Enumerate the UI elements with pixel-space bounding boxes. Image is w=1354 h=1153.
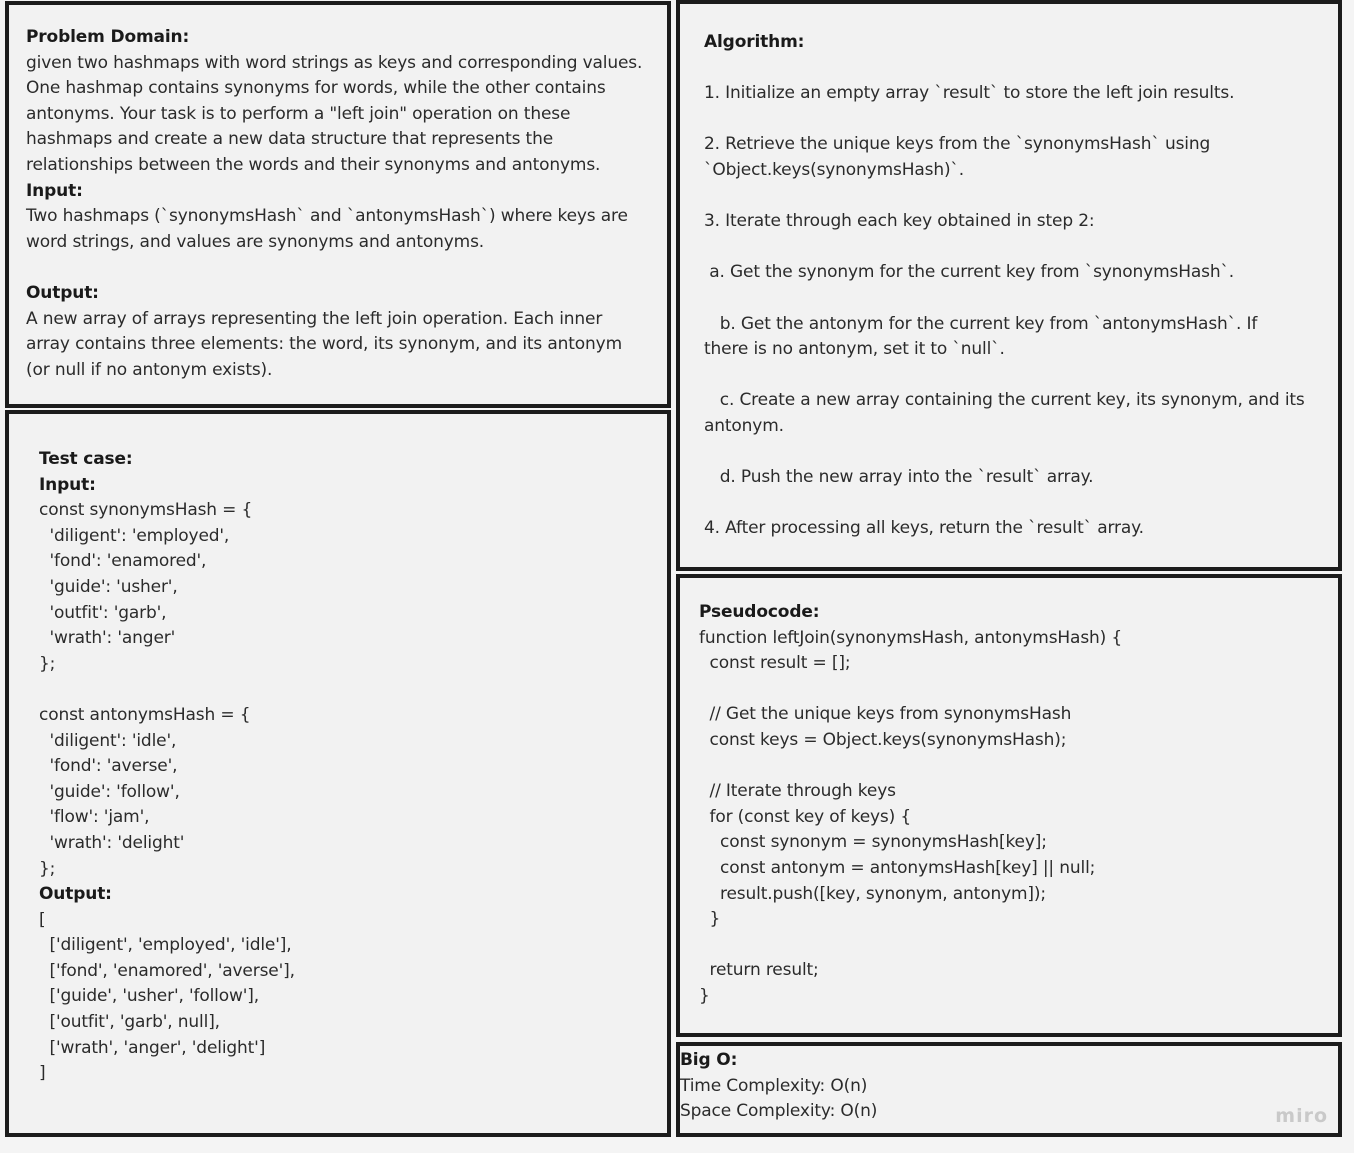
text-line	[704, 440, 1305, 466]
text-line	[704, 363, 1305, 389]
text-line: Space Complexity: O(n)	[680, 1101, 878, 1122]
text-line	[704, 286, 1305, 312]
text-line: [	[39, 909, 46, 930]
test-case-card[interactable]	[5, 410, 671, 1137]
text-line	[704, 56, 1305, 82]
text-line: const synonym = synonymsHash[key];	[699, 832, 1047, 853]
algorithm-text	[704, 30, 1305, 542]
text-line: }	[699, 985, 710, 1006]
text-line	[699, 933, 1122, 959]
text-line: given two hashmaps with word strings as keys and corresponding values.	[26, 52, 643, 73]
text-line: ]	[39, 1063, 46, 1084]
text-line: ['guide', 'usher', 'follow'],	[39, 986, 260, 1007]
text-line: 2. Retrieve the unique keys from the `synonymsHash` using	[704, 134, 1211, 155]
test-case-text	[39, 447, 295, 1087]
text-line: 1. Initialize an empty array `result` to store the left join results.	[704, 83, 1235, 104]
text-line: // Iterate through keys	[699, 781, 896, 802]
text-line	[704, 184, 1305, 210]
miro-watermark-logo: miro	[1275, 1105, 1328, 1127]
text-line: 'guide': 'follow',	[39, 781, 180, 802]
text-line: for (const key of keys) {	[699, 806, 912, 827]
text-line: const synonymsHash = {	[39, 500, 253, 521]
text-line: 4. After processing all keys, return the `result` array.	[704, 518, 1144, 539]
pseudocode-text	[699, 600, 1122, 1010]
section-heading: Test case:	[39, 449, 133, 469]
text-line: 'diligent': 'employed',	[39, 525, 230, 546]
text-line	[39, 677, 295, 703]
text-line: ['outfit', 'garb', null],	[39, 1012, 220, 1033]
text-line: 'flow': 'jam',	[39, 807, 150, 828]
text-line: const antonymsHash = {	[39, 704, 251, 725]
text-line: d. Push the new array into the `result` array.	[704, 467, 1094, 488]
problem-domain-text	[26, 25, 642, 383]
text-line: 'diligent': 'idle',	[39, 730, 177, 751]
text-line: // Get the unique keys from synonymsHash	[699, 704, 1072, 725]
text-line: Two hashmaps (`synonymsHash` and `antonymsHash`) where keys are	[26, 206, 628, 227]
big-o-card[interactable]	[676, 1042, 1342, 1137]
text-line: const result = [];	[699, 653, 851, 674]
text-line: 'wrath': 'anger'	[39, 628, 176, 649]
section-heading: Input:	[26, 180, 83, 201]
text-line: ['fond', 'enamored', 'averse'],	[39, 960, 295, 981]
text-line: word strings, and values are synonyms and antonyms.	[26, 231, 485, 252]
text-line	[704, 491, 1305, 517]
text-line: (or null if no antonym exists).	[26, 359, 273, 380]
text-line: ['diligent', 'employed', 'idle'],	[39, 935, 292, 956]
text-line: return result;	[699, 960, 819, 981]
text-line: };	[39, 858, 56, 879]
section-heading: Problem Domain:	[26, 27, 190, 47]
section-heading: Output:	[39, 884, 112, 905]
text-line	[704, 107, 1305, 133]
section-heading: Pseudocode:	[699, 602, 820, 622]
text-line: antonym.	[704, 415, 784, 436]
text-line: `Object.keys(synonymsHash)`.	[704, 159, 965, 180]
text-line	[26, 255, 642, 281]
text-line: }	[699, 909, 721, 930]
text-line: 'outfit': 'garb',	[39, 602, 167, 623]
text-line: 3. Iterate through each key obtained in step 2:	[704, 211, 1095, 232]
text-line: 'wrath': 'delight'	[39, 832, 185, 853]
text-line: 'guide': 'usher',	[39, 576, 178, 597]
text-line: };	[39, 653, 56, 674]
text-line: 'fond': 'enamored',	[39, 551, 207, 572]
text-line: const antonym = antonymsHash[key] || null;	[699, 857, 1096, 878]
pseudocode-card[interactable]	[676, 574, 1342, 1037]
text-line	[704, 235, 1305, 261]
text-line: result.push([key, synonym, antonym]);	[699, 883, 1046, 904]
text-line: A new array of arrays representing the left join operation. Each inner	[26, 308, 603, 329]
text-line: ['wrath', 'anger', 'delight']	[39, 1037, 266, 1058]
text-line	[699, 677, 1122, 703]
text-line: there is no antonym, set it to `null`.	[704, 339, 1005, 360]
section-heading: Big O:	[680, 1050, 738, 1070]
big-o-text	[680, 1048, 877, 1125]
algorithm-card[interactable]	[676, 0, 1342, 571]
section-heading: Output:	[26, 282, 99, 303]
text-line: One hashmap contains synonyms for words, while the other contains	[26, 78, 606, 99]
text-line: a. Get the synonym for the current key from `synonymsHash`.	[704, 262, 1235, 283]
text-line: hashmaps and create a new data structure that represents the	[26, 129, 553, 150]
section-heading: Input:	[39, 474, 96, 495]
text-line: const keys = Object.keys(synonymsHash);	[699, 729, 1067, 750]
text-line: relationships between the words and their synonyms and antonyms.	[26, 154, 601, 175]
text-line: c. Create a new array containing the current key, its synonym, and its	[704, 390, 1305, 411]
text-line: 'fond': 'averse',	[39, 756, 178, 777]
text-line: antonyms. Your task is to perform a "left join" operation on these	[26, 103, 571, 124]
problem-domain-card[interactable]	[5, 1, 671, 408]
text-line: Time Complexity: O(n)	[680, 1075, 868, 1096]
text-line: b. Get the antonym for the current key from `antonymsHash`. If	[704, 313, 1258, 334]
section-heading: Algorithm:	[704, 32, 805, 52]
text-line: function leftJoin(synonymsHash, antonymsHash) {	[699, 627, 1123, 648]
text-line: array contains three elements: the word, its synonym, and its antonym	[26, 334, 622, 355]
text-line	[699, 754, 1122, 780]
